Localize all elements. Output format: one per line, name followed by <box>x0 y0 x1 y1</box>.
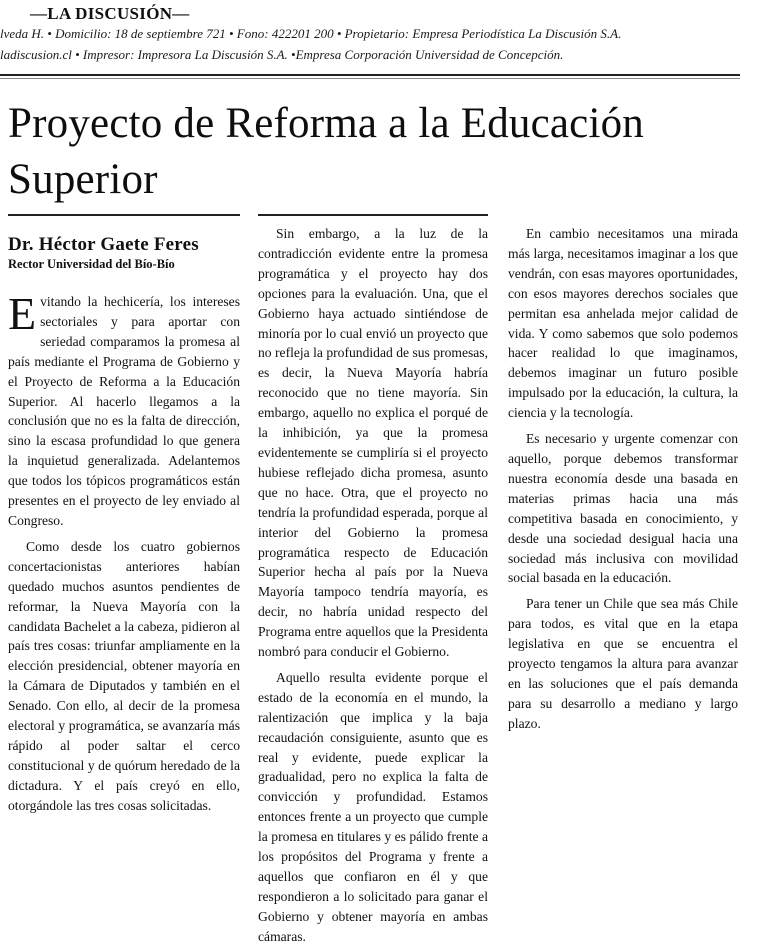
masthead <box>0 0 768 80</box>
author-affiliation: Rector Universidad del Bío-Bío <box>8 257 175 271</box>
article-column-2 <box>258 224 488 947</box>
column-rule <box>8 214 240 216</box>
drop-cap: E <box>8 288 37 339</box>
article-column-3 <box>508 218 738 734</box>
paragraph: Sin embargo, a la luz de la contradicción evidente entre la promesa programática y el proyecto hay dos opciones para la evaluación. Una, que el Gobierno haya actuado sintiéndose de minoría por lo cual envió un proyecto que no refleja la profundidad de sus promesas, es decir, la Nueva Mayoría habría reconocido que no tiene mayoría. Sin embargo, aquello no explica el porqué de la inhibición, ya que la promesa evidentemente se cumpliría si el proyecto hubiese reflejado dicha promesa, asunto que no hace. Otra, que el proyecto no tendría la profundidad esperada, porque al interior del Gobierno la promesa programática respecto de Educación Superior hecha al país por la Nueva Mayoría tampoco tendría mayoría, es decir, no habría unidad respecto del Programa entre aquellos que la Presidenta nombró para conducir el Gobierno. <box>258 226 488 660</box>
paragraph-text: vitando la hechicería, los intereses sectoriales y para aportar con seriedad comparamos la promesa al país mediante el Programa de Gobierno y el Proyecto de Reforma a la Educación Superior. Al hacerlo llegamos a la conclusión que no es la falta de dirección, sino la escasa profundidad lo que genera la inquietud generalizada. Adelantemos que todos los tópicos programáticos están presentes en el proyecto de ley enviado al Congreso. <box>8 294 240 528</box>
divider <box>0 78 740 79</box>
imprint-line: lveda H. • Domicilio: 18 de septiembre 721 • Fono: 422201 200 • Propietario: Empresa Periodística La Discusión S.A. <box>0 26 622 41</box>
paragraph: Aquello resulta evidente porque el estado de la economía en el mundo, la ralentización que implica y la baja recaudación consiguiente, asunto que es real y evidente, puede explicar la gradualidad, pero no explica la falta de convicción y profundidad. Estamos entonces frente a un proyecto que cumple la promesa en titulares y es pálido frente a los propósitos del Programa y frente a aquellos que confiaron en él y que respondieron a lo solicitado para ganar el Gobierno y obtener mayoría en ambas cámaras. <box>258 669 488 944</box>
author-name: Dr. Héctor Gaete Feres <box>8 234 199 255</box>
paragraph: Es necesario y urgente comenzar con aquello, porque debemos transformar nuestra economía desde una basada en materias primas hacia una más competitiva basada en conocimiento, y desde una sociedad desigual hacia una sociedad más inclusiva con movilidad social basada en la educación. <box>508 431 738 586</box>
paragraph: Para tener un Chile que sea más Chile para todos, es vital que en la etapa legislativa en que se encuentra el proyecto tengamos la altura para avanzar en las soluciones que el país demanda para su desarrollo a mediano y largo plazo. <box>508 596 738 731</box>
article-column-1 <box>8 224 240 816</box>
paragraph: En cambio necesitamos una mirada más larga, necesitamos imaginar a los que vendrán, con esas mayores oportunidades, con esos mayores derechos sociales que permitan esa anhelada mejor calidad de vida. Y como sabemos que solo podemos hacer realidad lo que imaginamos, debemos imaginar un futuro posible impulsado por la educación, la cultura, la ciencia y la tecnología. <box>508 226 738 421</box>
column-rule <box>258 214 488 216</box>
paragraph <box>8 288 240 531</box>
article-headline: Proyecto de Reforma a la Educación Superior <box>8 100 645 203</box>
imprint-line: ladiscusion.cl • Impresor: Impresora La Discusión S.A. •Empresa Corporación Universidad de Concepción. <box>0 47 564 62</box>
paragraph: Como desde los cuatro gobiernos concertacionistas anteriores habían quedado muchos asuntos pendientes de reformar, la Nueva Mayoría con la candidata Bachelet a la cabeza, pidieron al país tres cosas: triunfar ampliamente en la elección presidencial, obtener mayoría en la Cámara de Diputados y también en el Senado. Con ello, al decir de la promesa electoral y programática, se avanzaría más rápido al poder saltar el cerco constitucional y de quórum heredado de la dictadura. Y el país creyó en ello, otorgándole las tres cosas solicitadas. <box>8 538 240 813</box>
divider <box>0 74 740 76</box>
newspaper-name: —LA DISCUSIÓN— <box>30 4 190 23</box>
